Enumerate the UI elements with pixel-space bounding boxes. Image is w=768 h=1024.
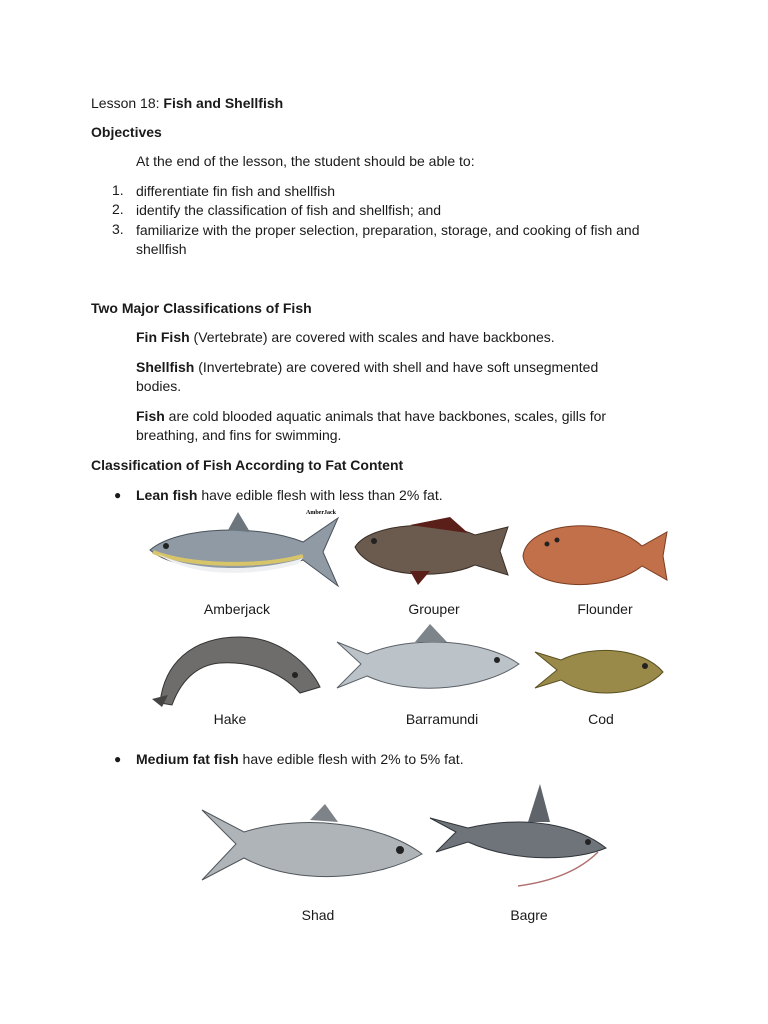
term: Fin Fish <box>136 329 190 345</box>
fish-name-amberjack: Amberjack <box>203 601 271 617</box>
hake-image <box>150 625 322 707</box>
medium-fat-fish-line <box>136 750 464 769</box>
fish-name-hake: Hake <box>213 711 247 727</box>
objective-number: 2. <box>112 201 124 217</box>
fish-name-bagre: Bagre <box>510 907 548 923</box>
lesson-title-line <box>91 94 283 112</box>
fish-name-barramundi: Barramundi <box>405 711 479 727</box>
objectives-intro: At the end of the lesson, the student should be able to: <box>136 153 475 169</box>
term: Fish <box>136 408 165 424</box>
definition: have edible flesh with less than 2% fat. <box>197 487 443 503</box>
definition: have edible flesh with 2% to 5% fat. <box>238 751 464 767</box>
term: Lean fish <box>136 487 198 503</box>
term: Medium fat fish <box>136 751 239 767</box>
objective-number: 1. <box>112 182 124 198</box>
fish-name-grouper: Grouper <box>408 601 460 617</box>
classification-fin-fish <box>136 328 656 347</box>
lean-fish-line <box>136 486 443 505</box>
objective-item: identify the classification of fish and shellfish; and <box>136 202 442 218</box>
bagre-image <box>428 782 613 892</box>
term: Shellfish <box>136 359 195 375</box>
amberjack-label: AmberJack <box>306 510 336 516</box>
definition: are cold blooded aquatic animals that have backbones, scales, gills for breathing, and fins for swimming. <box>136 408 607 443</box>
shad-image <box>200 798 425 893</box>
amberjack-image <box>138 508 343 600</box>
cod-image <box>533 632 667 706</box>
objectives-heading: Objectives <box>91 124 162 140</box>
objective-number: 3. <box>112 221 124 237</box>
lesson-prefix: Lesson 18: <box>91 95 160 111</box>
grouper-image <box>350 515 512 585</box>
bullet: ● <box>114 488 122 502</box>
classification-shellfish <box>136 358 646 396</box>
fish-name-flounder: Flounder <box>577 601 633 617</box>
fish-name-shad: Shad <box>301 907 335 923</box>
definition: (Vertebrate) are covered with scales and have backbones. <box>189 329 555 345</box>
objective-item: differentiate fin fish and shellfish <box>136 183 335 199</box>
classification-fish <box>136 407 656 445</box>
lesson-title: Fish and Shellfish <box>163 95 284 111</box>
fat-content-heading: Classification of Fish According to Fat Content <box>91 457 404 473</box>
fish-name-cod: Cod <box>588 711 614 727</box>
flounder-image <box>517 514 669 594</box>
objective-item: familiarize with the proper selection, preparation, storage, and cooking of fish and shellfish <box>136 222 640 257</box>
classifications-heading: Two Major Classifications of Fish <box>91 300 312 316</box>
definition: (Invertebrate) are covered with shell and have soft unsegmented bodies. <box>136 359 599 394</box>
bullet: ● <box>114 752 122 766</box>
barramundi-image <box>335 622 523 704</box>
